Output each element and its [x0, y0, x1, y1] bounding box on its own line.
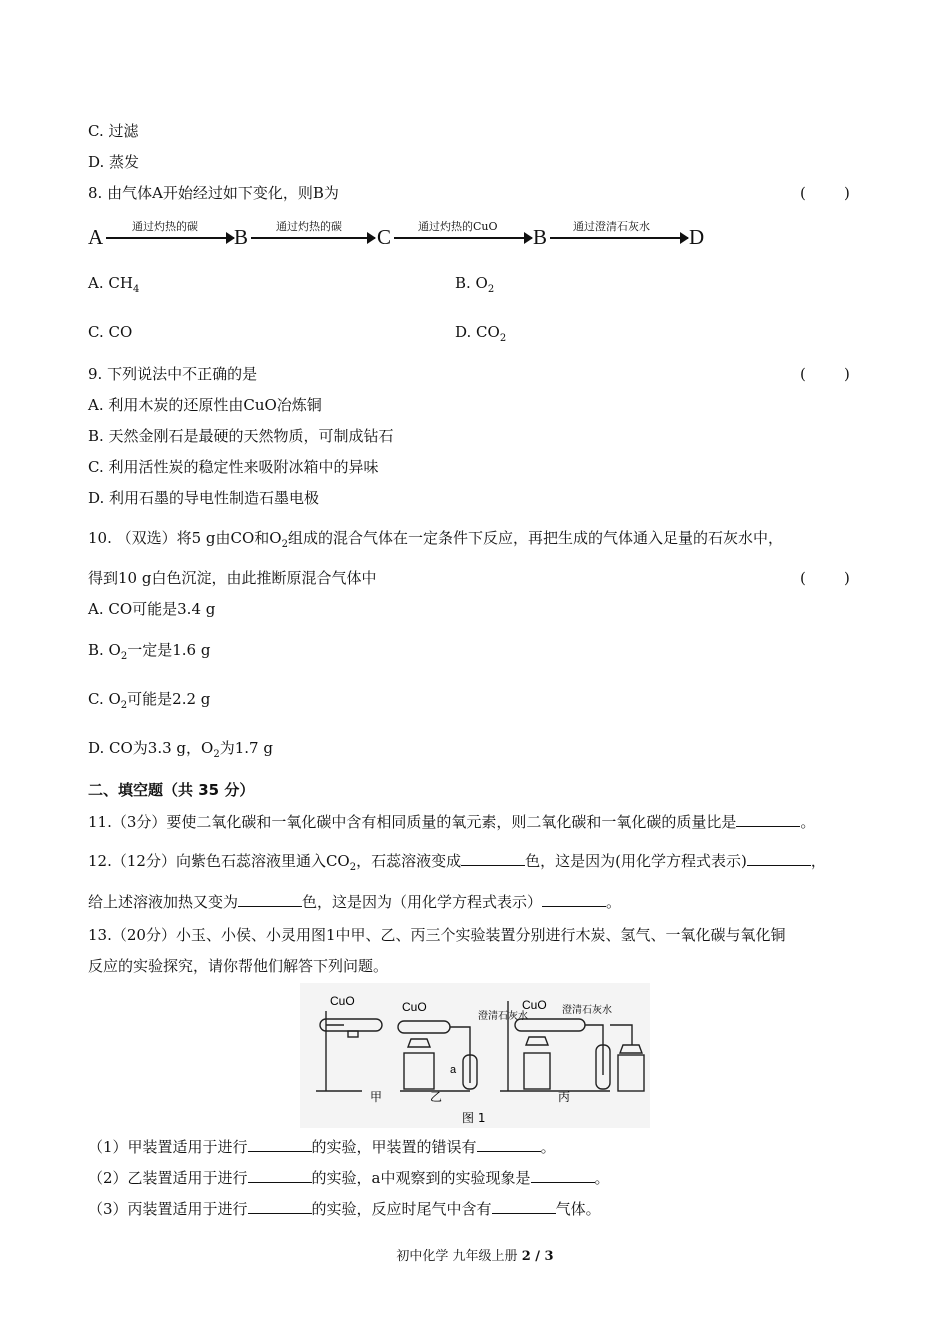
q9-option-a: A. 利用木炭的还原性由CuO冶炼铜	[88, 396, 322, 414]
q13-blank-3[interactable]	[248, 1168, 312, 1183]
flow-node-c: C	[377, 225, 392, 249]
q10-stem: 10. （双选）将5 g由CO和$O_2$组成的混合气体在一定条件下反应，再把生成的气体通入足量的石灰水中，	[88, 529, 783, 550]
yi-block	[404, 1053, 434, 1089]
flow-arrow-1	[106, 237, 234, 239]
section-2-title: 二、填空题（共 35 分）	[88, 781, 255, 799]
q13-line2: 反应的实验探究，请你帮他们解答下列问题。	[88, 957, 389, 975]
bing-exhaust-lamp	[620, 1045, 642, 1053]
flow-arrow-3	[394, 237, 532, 239]
q10-stem-line2: 得到10 g白色沉淀，由此推断原混合气体中	[88, 569, 377, 587]
q13-blank-2[interactable]	[477, 1137, 541, 1152]
figure-label-yi: 乙	[430, 1090, 443, 1104]
figure-caption: 图 1	[462, 1111, 486, 1125]
jia-lamp-top	[348, 1031, 358, 1037]
bing-cuo-label: CuO	[522, 998, 547, 1012]
q8-option-b: B. $O_2$	[455, 274, 495, 295]
bing-block	[524, 1053, 550, 1089]
q13-line1: 13.（20分）小玉、小侯、小灵用图1中甲、乙、丙三个实验装置分别进行木炭、氢气、一氧化碳与氧化铜	[88, 926, 786, 944]
flow-node-a: A	[88, 225, 104, 249]
q13-sub2: （2）乙装置适用于进行 的实验，a中观察到的实验现象是 。	[88, 1169, 610, 1187]
q11-text: 11.（3分）要使二氧化碳和一氧化碳中含有相同质量的氧元素，则二氧化碳和一氧化碳的质量比是 。	[88, 813, 816, 831]
q9-option-c: C. 利用活性炭的稳定性来吸附冰箱中的异味	[88, 458, 379, 476]
q10-option-b: B. $O_2$一定是1.6 g	[88, 641, 211, 662]
q11-blank[interactable]	[736, 812, 800, 827]
bing-lamp	[526, 1037, 548, 1045]
flow-arrow-2	[251, 237, 375, 239]
bing-lime-water-label: 澄清石灰水	[562, 1005, 612, 1016]
q12-blank-2[interactable]	[747, 851, 811, 866]
flow-node-b2: B	[533, 225, 548, 249]
q10-option-a: A. CO可能是3.4 g	[88, 600, 216, 618]
q13-blank-6[interactable]	[492, 1199, 556, 1214]
q10-option-d: D. CO为3.3 g，$O_2$为1.7 g	[88, 739, 273, 760]
q13-sub1: （1）甲装置适用于进行 的实验，甲装置的错误有 。	[88, 1138, 556, 1156]
q12-blank-4[interactable]	[542, 892, 606, 907]
page-footer	[0, 1248, 950, 1266]
yi-lamp	[408, 1039, 430, 1047]
footer-text: 初中化学 九年级上册	[396, 1249, 518, 1264]
q8-option-a: A. $CH_4$	[88, 274, 140, 295]
figure-label-bing: 丙	[558, 1090, 571, 1104]
flow-label-4: 通过澄清石灰水	[573, 220, 650, 233]
bing-exhaust-block	[618, 1055, 644, 1091]
flow-node-d: D	[689, 225, 705, 249]
yi-test-tube	[398, 1021, 450, 1033]
q8-option-d: D. $CO_2$	[455, 323, 507, 344]
figure-1-apparatus	[300, 983, 650, 1128]
q8-option-c: C. CO	[88, 323, 133, 341]
flow-arrow-4	[550, 237, 688, 239]
q12-blank-1[interactable]	[461, 851, 525, 866]
flow-label-1: 通过灼热的碳	[132, 220, 198, 233]
q9-option-b: B. 天然金刚石是最硬的天然物质，可制成钻石	[88, 427, 394, 445]
q8-stem: 8. 由气体A开始经过如下变化，则B为	[88, 184, 339, 202]
bing-exhaust-tube	[610, 1025, 632, 1045]
q13-blank-4[interactable]	[531, 1168, 595, 1183]
q8-flow-diagram	[88, 220, 728, 254]
yi-lime-water-label: 澄清石灰水	[478, 1011, 528, 1022]
q10-answer-paren: ( )	[800, 569, 850, 587]
option-d-prev: D. 蒸发	[88, 153, 140, 171]
page-number: 2 / 3	[521, 1249, 554, 1264]
q13-blank-1[interactable]	[248, 1137, 312, 1152]
yi-a-label: a	[450, 1064, 457, 1076]
q13-blank-5[interactable]	[248, 1199, 312, 1214]
q13-sub3: （3）丙装置适用于进行 的实验，反应时尾气中含有 气体。	[88, 1200, 601, 1218]
flow-label-2: 通过灼热的碳	[276, 220, 342, 233]
flow-label-3: 通过灼热的CuO	[418, 220, 498, 233]
q12-line1: 12.（12分）向紫色石蕊溶液里通入$CO_2$，石蕊溶液变成 色，这是因为(用化学方程式表示) ，	[88, 852, 826, 873]
q10-option-c: C. $O_2$可能是2.2 g	[88, 690, 211, 711]
figure-label-jia: 甲	[370, 1090, 383, 1104]
bing-delivery-tube	[585, 1025, 603, 1075]
flow-node-b1: B	[234, 225, 249, 249]
q9-stem: 9. 下列说法中不正确的是	[88, 365, 258, 383]
q12-blank-3[interactable]	[238, 892, 302, 907]
q9-option-d: D. 利用石墨的导电性制造石墨电极	[88, 489, 320, 507]
option-c-prev: C. 过滤	[88, 122, 139, 140]
q9-answer-paren: ( )	[800, 365, 850, 383]
yi-cuo-label: CuO	[402, 1000, 427, 1014]
apparatus-drawing	[300, 983, 650, 1128]
q12-line2: 给上述溶液加热又变为 色，这是因为（用化学方程式表示） 。	[88, 893, 622, 911]
jia-cuo-label: CuO	[330, 994, 355, 1008]
q8-answer-paren: ( )	[800, 184, 850, 202]
